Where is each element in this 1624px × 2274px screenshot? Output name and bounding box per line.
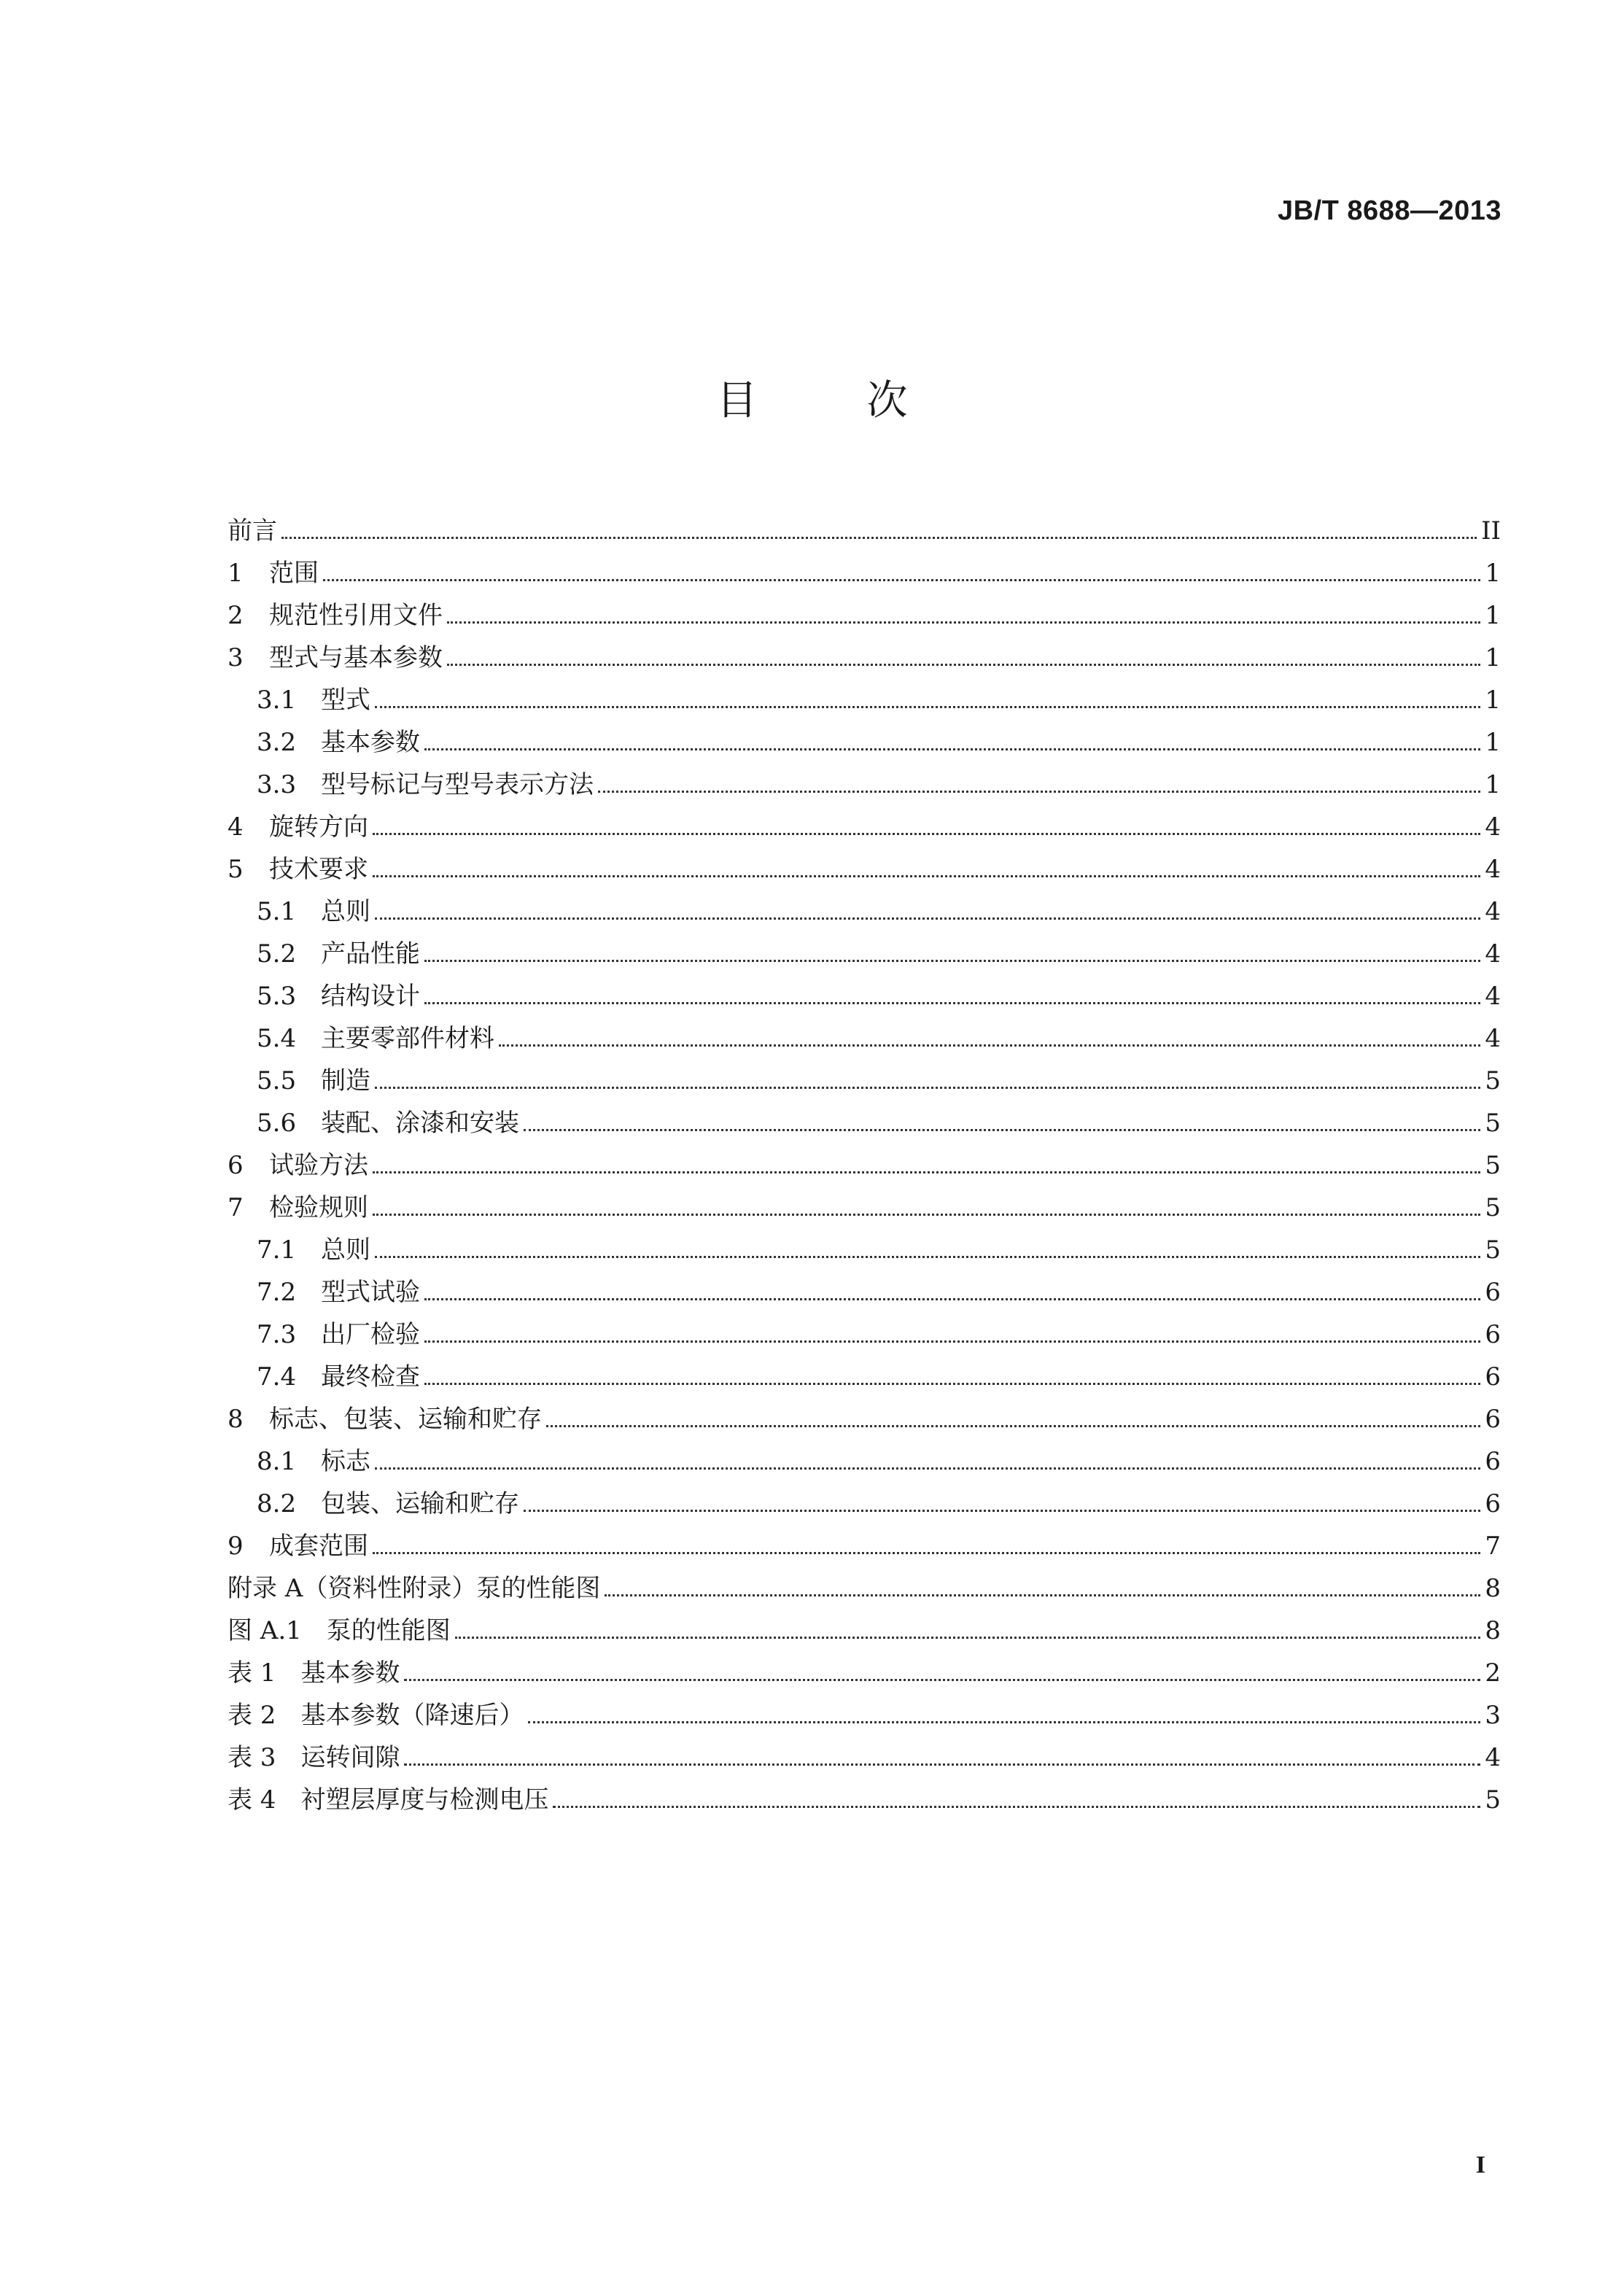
toc-entry-title: 规范性引用文件 xyxy=(269,601,443,630)
toc-dot-leader xyxy=(323,579,1480,581)
toc-entry-page: 6 xyxy=(1485,1447,1501,1476)
page-title: 目次 xyxy=(716,377,1017,424)
toc-entry[interactable] xyxy=(228,799,1501,842)
toc-entry[interactable] xyxy=(228,1561,1501,1603)
toc-entry-number: 3.2 xyxy=(257,728,297,757)
toc-entry[interactable] xyxy=(228,757,1501,799)
toc-entry[interactable] xyxy=(228,842,1501,884)
toc-entry[interactable] xyxy=(228,1095,1501,1138)
toc-entry-title: 图 A.1 泵的性能图 xyxy=(228,1616,451,1645)
toc-entry-number: 7.4 xyxy=(257,1362,297,1392)
toc-dot-leader xyxy=(424,1383,1480,1385)
toc-entry-page: 4 xyxy=(1485,1024,1501,1053)
toc-entry[interactable] xyxy=(228,715,1501,757)
toc-entry[interactable] xyxy=(228,546,1501,588)
toc-entry-page: 6 xyxy=(1485,1362,1501,1392)
toc-entry-page: 1 xyxy=(1485,601,1501,630)
toc-entry-page: 5 xyxy=(1485,1785,1501,1815)
toc-entry-title: 旋转方向 xyxy=(269,812,368,842)
toc-entry-title: 表 1 基本参数 xyxy=(228,1658,400,1688)
toc-entry-number: 3.3 xyxy=(257,770,297,799)
toc-entry[interactable] xyxy=(228,1518,1501,1561)
toc-entry-title: 表 2 基本参数（降速后） xyxy=(228,1701,524,1730)
toc-entry[interactable] xyxy=(228,1222,1501,1265)
toc-entry-title: 前言 xyxy=(228,516,277,546)
toc-entry[interactable] xyxy=(228,630,1501,672)
toc-entry-page: 6 xyxy=(1485,1405,1501,1434)
toc-entry-page: 1 xyxy=(1485,770,1501,799)
toc-entry-number: 7 xyxy=(228,1193,244,1222)
toc-entry-page: 1 xyxy=(1485,559,1501,588)
toc-entry-number: 2 xyxy=(228,601,244,630)
toc-entry-page: 1 xyxy=(1485,643,1501,672)
toc-dot-leader xyxy=(553,1806,1480,1808)
toc-dot-leader xyxy=(447,664,1480,666)
toc-entry-page: 5 xyxy=(1485,1193,1501,1222)
toc-entry[interactable] xyxy=(228,1645,1501,1688)
toc-dot-leader xyxy=(605,1594,1480,1596)
page-number: I xyxy=(1475,2151,1485,2178)
toc-entry-page: II xyxy=(1481,516,1501,546)
toc-entry[interactable] xyxy=(228,1603,1501,1645)
toc-entry-title: 型式试验 xyxy=(321,1278,420,1307)
toc-entry-number: 8.2 xyxy=(257,1489,297,1518)
toc-entry-page: 4 xyxy=(1485,855,1501,884)
toc-entry-number: 5.6 xyxy=(257,1109,297,1138)
toc-dot-leader xyxy=(404,1763,1480,1766)
toc-entry-title: 出厂检验 xyxy=(321,1320,420,1349)
toc-entry-title: 结构设计 xyxy=(321,982,420,1011)
toc-entry-title: 产品性能 xyxy=(321,939,420,969)
toc-entry-number: 3.1 xyxy=(257,686,297,715)
toc-dot-leader xyxy=(424,1298,1480,1300)
toc-entry-page: 4 xyxy=(1485,897,1501,926)
toc-dot-leader xyxy=(455,1637,1481,1639)
toc-entry[interactable] xyxy=(228,1476,1501,1518)
toc-entry-title: 型号标记与型号表示方法 xyxy=(321,770,594,799)
toc-entry-title: 表 3 运转间隙 xyxy=(228,1743,400,1772)
toc-entry-title: 范围 xyxy=(269,559,319,588)
toc-entry-title: 标志、包装、运输和贮存 xyxy=(269,1405,542,1434)
toc-entry-page: 8 xyxy=(1485,1616,1501,1645)
toc-entry[interactable] xyxy=(228,672,1501,715)
toc-entry[interactable] xyxy=(228,1434,1501,1476)
toc-dot-leader xyxy=(528,1721,1480,1723)
toc-entry-title: 附录 A（资料性附录）泵的性能图 xyxy=(228,1574,601,1603)
toc-dot-leader xyxy=(524,1129,1480,1131)
toc-dot-leader xyxy=(373,1552,1480,1554)
toc-entry-page: 6 xyxy=(1485,1489,1501,1518)
toc-entry[interactable] xyxy=(228,1772,1501,1815)
toc-entry-page: 3 xyxy=(1485,1701,1501,1730)
toc-dot-leader xyxy=(373,1171,1480,1173)
toc-entry-page: 8 xyxy=(1485,1574,1501,1603)
toc-entry-number: 5 xyxy=(228,855,244,884)
toc-entry-number: 3 xyxy=(228,643,244,672)
toc-entry-page: 6 xyxy=(1485,1320,1501,1349)
toc-entry-title: 制造 xyxy=(321,1066,370,1095)
toc-entry[interactable] xyxy=(228,1265,1501,1307)
toc-dot-leader xyxy=(404,1679,1480,1681)
toc-entry-page: 1 xyxy=(1485,728,1501,757)
toc-entry[interactable] xyxy=(228,1138,1501,1180)
toc-dot-leader xyxy=(598,791,1480,793)
toc-entry-page: 5 xyxy=(1485,1151,1501,1180)
toc-entry-page: 5 xyxy=(1485,1066,1501,1095)
toc-dot-leader xyxy=(375,917,1480,920)
toc-dot-leader xyxy=(375,1467,1480,1470)
toc-entry-title: 型式与基本参数 xyxy=(269,643,443,672)
toc-entry-page: 4 xyxy=(1485,812,1501,842)
toc-entry-number: 7.1 xyxy=(257,1235,297,1265)
toc-entry[interactable] xyxy=(228,1730,1501,1772)
toc-entry-number: 5.5 xyxy=(257,1066,297,1095)
toc-dot-leader xyxy=(424,1340,1480,1343)
toc-entry[interactable] xyxy=(228,969,1501,1011)
toc-entry-title: 型式 xyxy=(321,686,370,715)
toc-entry-number: 7.2 xyxy=(257,1278,297,1307)
toc-entry[interactable] xyxy=(228,1180,1501,1222)
toc-entry-title: 总则 xyxy=(321,897,370,926)
toc-entry-number: 6 xyxy=(228,1151,244,1180)
toc-entry-title: 总则 xyxy=(321,1235,370,1265)
standard-number: JB/T 8688—2013 xyxy=(1278,195,1501,226)
toc-entry-number: 7.3 xyxy=(257,1320,297,1349)
toc-entry-page: 5 xyxy=(1485,1235,1501,1265)
toc-entry-page: 4 xyxy=(1485,982,1501,1011)
toc-entry[interactable] xyxy=(228,1053,1501,1095)
toc-entry[interactable] xyxy=(228,1392,1501,1434)
toc-entry-title: 试验方法 xyxy=(269,1151,368,1180)
toc-dot-leader xyxy=(424,1002,1480,1004)
toc-entry-title: 表 4 衬塑层厚度与检测电压 xyxy=(228,1785,549,1815)
toc-entry-title: 标志 xyxy=(321,1447,370,1476)
toc-entry-number: 4 xyxy=(228,812,244,842)
toc-entry-page: 2 xyxy=(1485,1658,1501,1688)
toc-entry-page: 6 xyxy=(1485,1278,1501,1307)
toc-entry[interactable] xyxy=(228,1349,1501,1392)
toc-dot-leader xyxy=(546,1425,1480,1427)
toc-entry[interactable] xyxy=(228,1011,1501,1053)
toc-entry-title: 包装、运输和贮存 xyxy=(321,1489,519,1518)
toc-dot-leader xyxy=(373,1214,1480,1216)
toc-entry-number: 8 xyxy=(228,1405,244,1434)
toc-dot-leader xyxy=(373,875,1480,877)
toc-dot-leader xyxy=(424,748,1480,750)
toc-dot-leader xyxy=(375,706,1480,708)
toc-entry-number: 5.4 xyxy=(257,1024,297,1053)
toc-dot-leader xyxy=(524,1510,1480,1512)
toc-entry-page: 4 xyxy=(1485,939,1501,969)
toc-entry-number: 5.3 xyxy=(257,982,297,1011)
toc-entry-number: 8.1 xyxy=(257,1447,297,1476)
toc-dot-leader xyxy=(375,1256,1480,1258)
toc-entry[interactable] xyxy=(228,884,1501,926)
toc-dot-leader xyxy=(499,1044,1480,1047)
toc-dot-leader xyxy=(281,537,1477,539)
table-of-contents xyxy=(228,503,1501,1815)
toc-entry-title: 装配、涂漆和安装 xyxy=(321,1109,519,1138)
toc-entry-title: 成套范围 xyxy=(269,1532,368,1561)
toc-entry-page: 5 xyxy=(1485,1109,1501,1138)
toc-entry[interactable] xyxy=(228,926,1501,969)
toc-entry[interactable] xyxy=(228,503,1501,546)
toc-entry-title: 主要零部件材料 xyxy=(321,1024,494,1053)
toc-dot-leader xyxy=(375,1087,1480,1089)
toc-dot-leader xyxy=(424,960,1480,962)
toc-entry-title: 最终检查 xyxy=(321,1362,420,1392)
toc-entry-page: 1 xyxy=(1485,686,1501,715)
toc-entry-number: 1 xyxy=(228,559,244,588)
toc-dot-leader xyxy=(373,833,1480,835)
toc-entry[interactable] xyxy=(228,1688,1501,1730)
toc-entry-page: 7 xyxy=(1485,1532,1501,1561)
toc-entry-title: 技术要求 xyxy=(269,855,368,884)
toc-entry[interactable] xyxy=(228,1307,1501,1349)
toc-entry-title: 检验规则 xyxy=(269,1193,368,1222)
toc-entry-number: 5.1 xyxy=(257,897,297,926)
toc-entry-number: 5.2 xyxy=(257,939,297,969)
toc-entry-title: 基本参数 xyxy=(321,728,420,757)
toc-entry-number: 9 xyxy=(228,1532,244,1561)
toc-dot-leader xyxy=(447,621,1480,624)
toc-entry-page: 4 xyxy=(1485,1743,1501,1772)
toc-entry[interactable] xyxy=(228,588,1501,630)
